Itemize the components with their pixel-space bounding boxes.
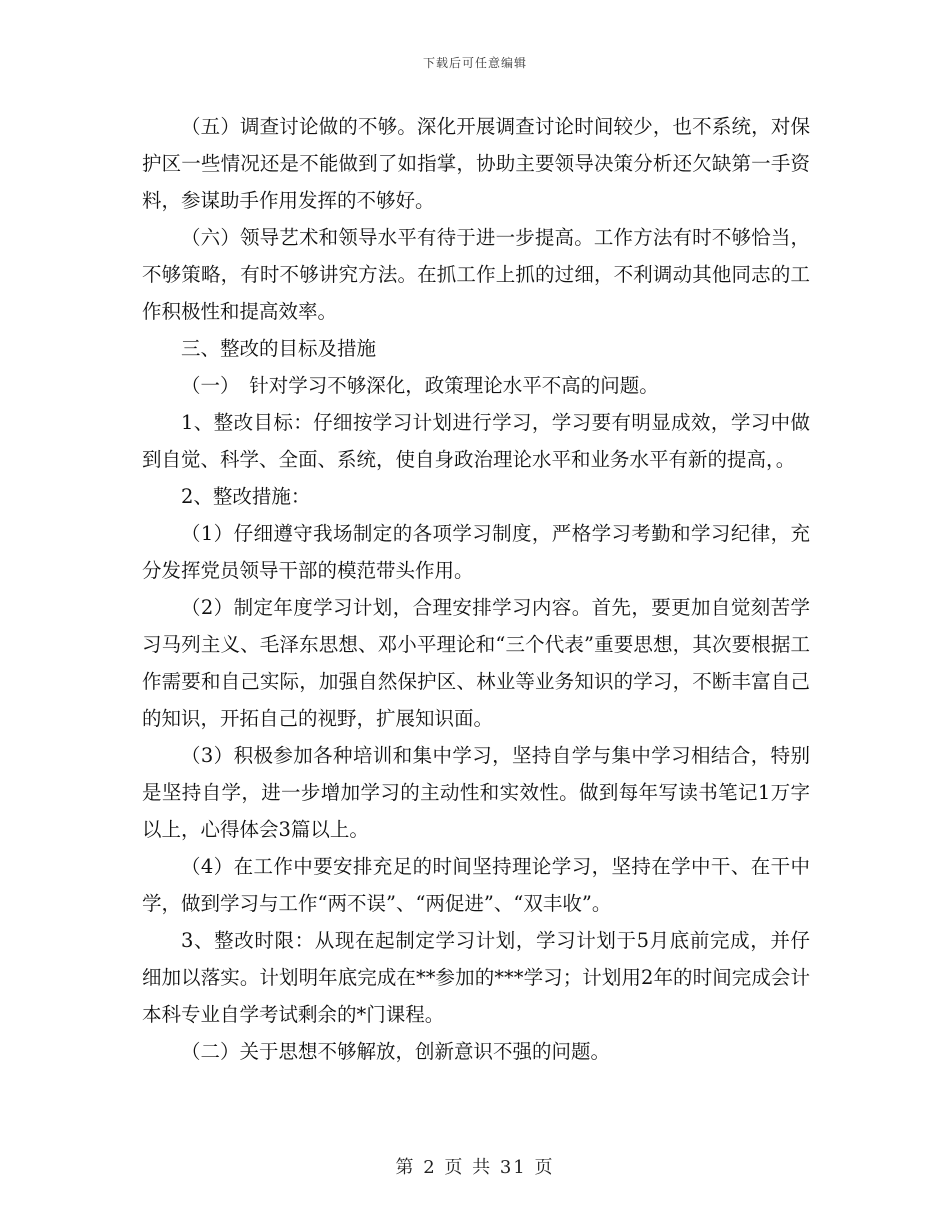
section-heading-rectification: 三、整改的目标及措施	[181, 337, 377, 360]
page-header: 下载后可任意编辑	[422, 56, 527, 70]
subsection-heading-2: （二）关于思想不够解放，创新意识不强的问题。	[181, 1040, 611, 1063]
page-number-footer: 第 2 页 共 31 页	[395, 1157, 555, 1178]
subsection-heading-1: （一） 针对学习不够深化，政策理论水平不高的问题。	[181, 374, 659, 397]
document-body	[142, 108, 810, 1070]
paragraph-timeline: 3、整改时限：从现在起制定学习计划，学习计划于5月底前完成，并仔细加以落实。计划明年底完成在**参加的***学习；计划用2年的时间完成会计本科专业自学考试剩余的*门课程。	[142, 929, 810, 1026]
paragraph-goal: 1、整改目标：仔细按学习计划进行学习，学习要有明显成效，学习中做到自觉、科学、全面、系统，使自身政治理论水平和业务水平有新的提高，。	[142, 411, 810, 471]
paragraph-measure-4: （4）在工作中要安排充足的时间坚持理论学习，坚持在学中干、在干中学，做到学习与工作“两不误”、“两促进”、“双丰收”。	[142, 855, 810, 915]
paragraph-5-investigation: （五）调查讨论做的不够。深化开展调查讨论时间较少，也不系统，对保护区一些情况还是不能做到了如指掌，协助主要领导决策分析还欠缺第一手资料，参谋助手作用发挥的不够好。	[142, 115, 810, 212]
paragraph-measures-heading: 2、整改措施：	[181, 485, 311, 508]
paragraph-measure-2: （2）制定年度学习计划，合理安排学习内容。首先，要更加自觉刻苦学习马列主义、毛泽东思想、邓小平理论和“三个代表”重要思想，其次要根据工作需要和自己实际，加强自然保护区、林业等业务知识的学习，不断丰富自己的知识，开拓自己的视野，扩展知识面。	[142, 596, 810, 730]
paragraph-measure-3: （3）积极参加各种培训和集中学习，坚持自学与集中学习相结合，特别是坚持自学，进一步增加学习的主动性和实效性。做到每年写读书笔记1万字以上，心得体会3篇以上。	[142, 744, 810, 841]
paragraph-measure-1: （1）仔细遵守我场制定的各项学习制度，严格学习考勤和学习纪律，充分发挥党员领导干部的模范带头作用。	[142, 522, 810, 582]
paragraph-6-leadership: （六）领导艺术和领导水平有待于进一步提高。工作方法有时不够恰当，不够策略，有时不够讲究方法。在抓工作上抓的过细，不利调动其他同志的工作积极性和提高效率。	[142, 226, 810, 323]
